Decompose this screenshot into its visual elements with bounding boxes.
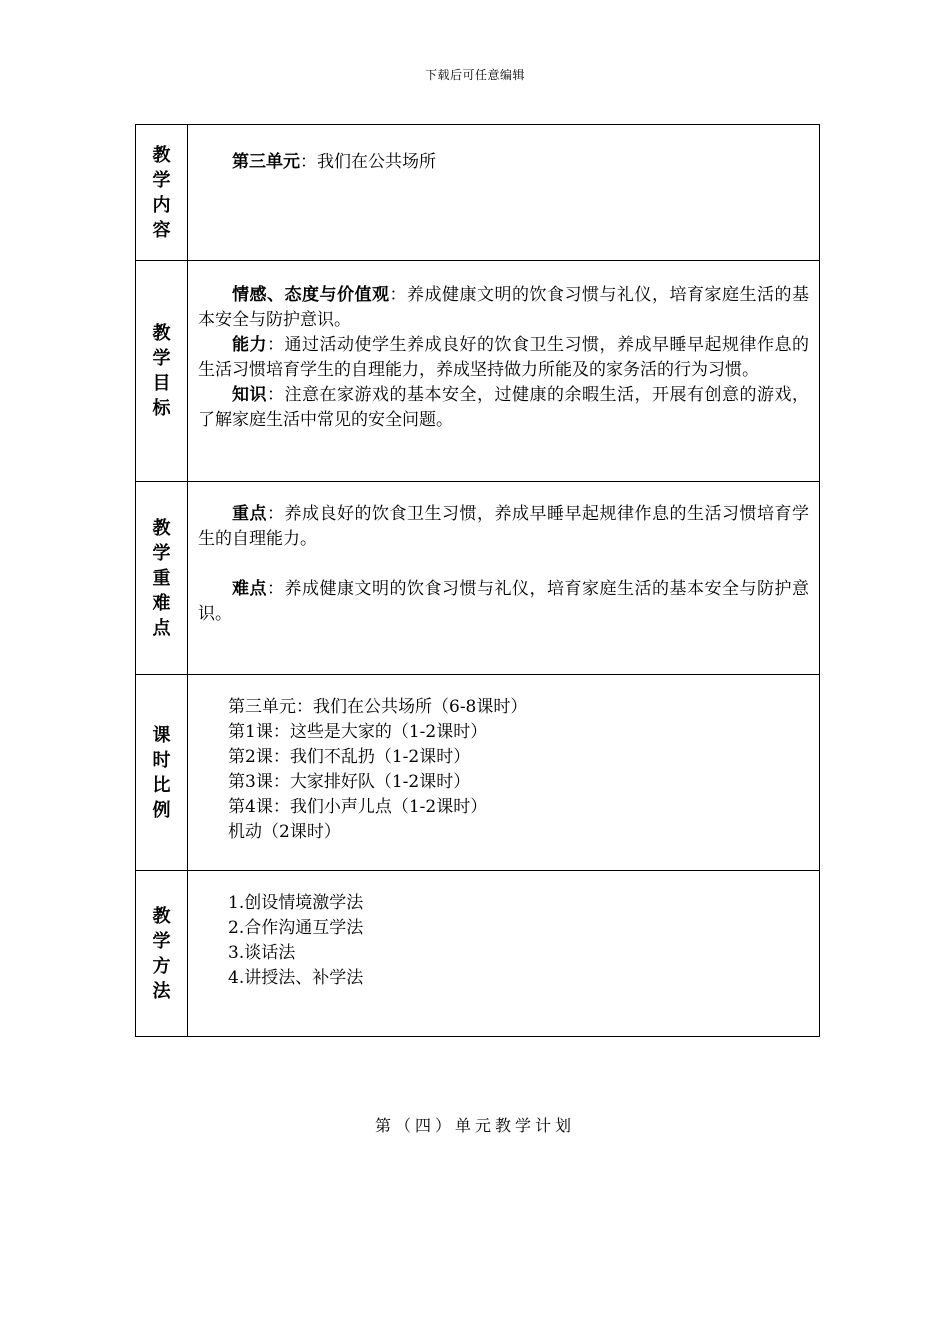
difficult-point	[198, 577, 809, 627]
hours-line: 第三单元：我们在公共场所（6-8课时）	[228, 697, 528, 717]
row-label-teaching-methods: 教学方法	[152, 905, 171, 1002]
row-class-hours	[136, 675, 820, 871]
spacer	[198, 552, 809, 577]
method-line: 2.合作沟通互学法	[228, 918, 364, 938]
content-cell	[188, 482, 820, 675]
goal-item	[198, 383, 809, 433]
hours-line: 第3课：大家排好队（1-2课时）	[228, 772, 471, 792]
row-teaching-goals	[136, 261, 820, 482]
label-cell	[136, 675, 188, 871]
unit-title-text: ：我们在公共场所	[300, 152, 436, 172]
goal-item-text: ：养成健康文明的饮食习惯与礼仪，培育家庭生活的基本安全与防护意识。	[198, 285, 809, 330]
goal-item	[198, 283, 809, 333]
key-point-bold: 重点	[232, 504, 267, 524]
label-cell	[136, 871, 188, 1037]
label-cell	[136, 261, 188, 482]
hours-line: 第4课：我们小声儿点（1-2课时）	[228, 797, 488, 817]
unit-title-bold: 第三单元	[232, 152, 300, 172]
hours-line: 机动（2课时）	[228, 822, 341, 842]
row-label-teaching-content: 教学内容	[152, 144, 171, 241]
difficult-point-text: ：养成健康文明的饮食习惯与礼仪，培育家庭生活的基本安全与防护意识。	[198, 579, 809, 624]
unit-title	[198, 150, 809, 175]
page-header: 下载后可任意编辑	[424, 68, 525, 82]
content-cell	[188, 871, 820, 1037]
hours-line: 第1课：这些是大家的（1-2课时）	[228, 722, 488, 742]
goal-item-bold: 能力	[232, 335, 267, 355]
row-label-teaching-goals: 教学目标	[152, 323, 171, 419]
method-line: 4.讲授法、补学法	[228, 968, 364, 988]
content-cell	[188, 675, 820, 871]
method-line: 1.创设情境激学法	[228, 893, 364, 913]
difficult-point-bold: 难点	[232, 579, 267, 599]
content-cell	[188, 261, 820, 482]
hours-line: 第2课：我们不乱扔（1-2课时）	[228, 747, 471, 767]
label-cell	[136, 482, 188, 675]
key-point	[198, 502, 809, 552]
goal-item-bold: 知识	[232, 385, 267, 405]
label-cell	[136, 125, 188, 261]
row-teaching-content	[136, 125, 820, 261]
row-label-key-difficult-points: 教学重难点	[152, 517, 171, 639]
row-key-difficult-points	[136, 482, 820, 675]
content-cell	[188, 125, 820, 261]
method-line: 3.谈话法	[228, 943, 296, 963]
row-teaching-methods	[136, 871, 820, 1037]
key-point-text: ：养成良好的饮食卫生习惯，养成早睡早起规律作息的生活习惯培育学生的自理能力。	[198, 504, 809, 549]
goal-item-text: ：注意在家游戏的基本安全，过健康的余暇生活，开展有创意的游戏，了解家庭生活中常见的安全问题。	[198, 385, 809, 430]
goal-item-text: ：通过活动使学生养成良好的饮食卫生习惯，养成早睡早起规律作息的生活习惯培育学生的自理能力，养成坚持做力所能及的家务活的行为习惯。	[198, 335, 809, 380]
goal-item-bold: 情感、态度与价值观	[232, 285, 390, 305]
row-label-class-hours: 课时比例	[152, 724, 171, 821]
goal-item	[198, 333, 809, 383]
unit-plan-table	[135, 124, 820, 1037]
section-title: 第（四）单元教学计划	[374, 1116, 575, 1135]
